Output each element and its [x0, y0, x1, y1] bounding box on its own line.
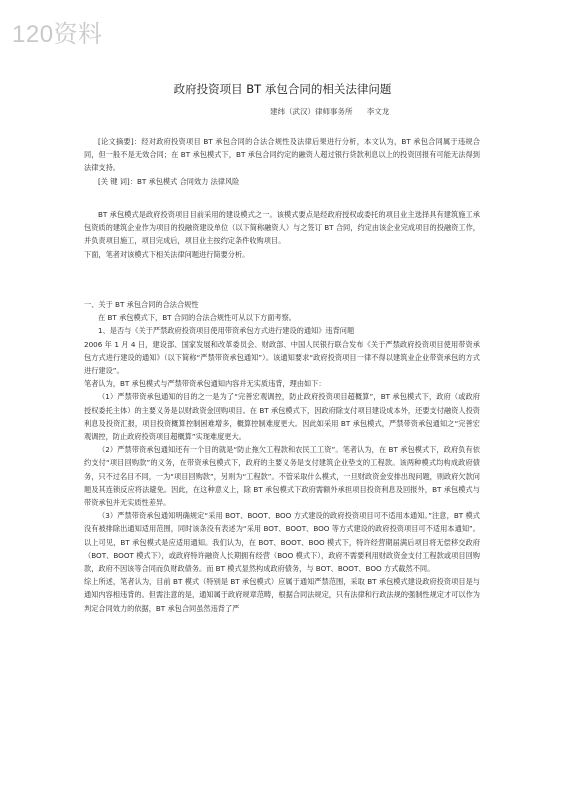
abstract-paragraph	[84, 135, 480, 175]
keywords-text: BT 承包模式 合同效力 法律风险	[136, 176, 240, 186]
section-1-paragraph-3: （1）严禁带资承包通知的目的之一是为了“完善宏观调控，防止政府投资项目超概算”，BT 承包模式下，政府（或政府授权委托主体）的主要义务是以财政资金回购项目。在 BT 承包模式下，因政府除支付项目建设成本外，还要支付融资人投资利息及投资汇报，项目投资概算控制困难增多，概算控制难度更大。因此如采用 BT 承包模式，严禁带资承包通知之“完善宏观调控，防止政府投资项目超概算”实现难度更大。	[84, 392, 480, 442]
intro-block	[84, 208, 480, 261]
keywords-paragraph	[84, 175, 480, 188]
section-1-paragraph-4: （2）严禁带资承包通知还有一个目的就是“防止拖欠工程款和农民工工资”。笔者认为，在 BT 承包模式下，政府负有依约支付“项目回购款”的义务，在带资承包模式下，政府的主要义务是支付建筑企业垫支的工程款。该两种模式均构成政府债务，只不过名目不同，一为“项目回购款”，另则为“工程款”。不管采取什么模式，一旦财政资金安排出现问题，则政府欠款问题及其连锁反应将法避免。因此，在这种意义上，除 BT 承包模式下政府需额外承担项目投资利息及回报外，BT 承包模式与带资承包并无实质性差异。	[84, 445, 480, 508]
section-1-paragraph-1: 2006 年 1 月 4 日，建设部、国家发展和改革委员会、财政部、中国人民银行联合发布《关于严禁政府投资项目使用带资承包方式进行建设的通知》（以下简称“严禁带资承包通知”）。该通知要求“政府投资项目一律不得以建筑业企业带资承包的方式进行建设”。	[84, 339, 480, 376]
intro-paragraph-2: 下面，笔者对该模式下相关法律问题进行简要分析。	[84, 249, 250, 259]
keywords-label: [关 键 词]：	[98, 176, 137, 186]
abstract-text: 经对政府投资项目 BT 承包合同的合法合规性及法律后果进行分析，本文认为，BT 承包合同属于违规合同，但一般不是无效合同；在 BT 承包模式下，BT 承包合同约定的融资人超过银行贷款利息以上的投资回报有可能无法得到法律支持。	[84, 137, 480, 173]
watermark-logo: 120资料	[12, 21, 103, 48]
section-1-heading: 一、关于 BT 承包合同的合法合规性	[84, 300, 199, 309]
abstract-block	[84, 135, 480, 188]
intro-paragraph-1: BT 承包模式是政府投资项目目前采用的建设模式之一。该模式要点是经政府授权或委托的项目业主选择具有建筑施工承包资质的建筑企业作为项目的投融资建设单位（以下简称融资人）与之签订 BT 合同，约定由该企业完成项目的投融资工作，并负责项目施工，项目完成后，项目业主按约定条件收购项目。	[84, 210, 480, 246]
section-1-paragraph-6: 综上所述，笔者认为，目前 BT 模式（特别是 BT 承包模式）应属于通知严禁范围，采取 BT 承包模式建设政府投资项目是与通知内容相违背的。但需注意的是，通知属于政府规章范畴，根据合同法规定，只有法律和行政法规的强制性规定才可以作为判定合同效力的依据，BT 承包合同虽然违背了严	[84, 577, 480, 613]
author-line: 建纬（武汉）律师事务所 李文龙	[270, 107, 390, 116]
abstract-label: [论文摘要]：	[98, 137, 142, 146]
section-1-item-1-heading: 1、是否与《关于严禁政府投资项目使用带资承包方式进行建设的通知》违背问题	[98, 326, 355, 336]
section-1-intro: 在 BT 承包模式下，BT 合同的合法合规性可从以下方面考察。	[98, 313, 296, 323]
section-1-paragraph-5: （3）严禁带资承包通知明确规定“采用 BOT、BOOT、BOO 方式建设的政府投资项目可不适用本通知。”注意，BT 模式没有被排除出通知适用范围，同时该条没有表述为“采用 BOT、BOOT、BOO 等方式建设的政府投资项目可不适用本通知”。以上可见，BT 承包模式是应适用通知。我们认为，在 BOT、BOOT、BOO 模式下，特许经营期届满后项目将无偿移交政府（BOT、BOOT 模式下），或政府特许融资人长期拥有经营（BOO 模式下），政府不需要利用财政资金支付工程款或项目回购款，政府不因该等合同而负财政债务。而 BT 模式显然构成政府债务，与 BOT、BOOT、BOO 方式截然不同。	[84, 511, 480, 574]
section-1-block	[84, 298, 480, 615]
section-1-paragraph-2: 笔者认为，BT 承包模式与严禁带资承包通知内容并无实质违背，理由如下：	[84, 379, 326, 389]
document-title: 政府投资项目 BT 承包合同的相关法律问题	[173, 82, 392, 96]
